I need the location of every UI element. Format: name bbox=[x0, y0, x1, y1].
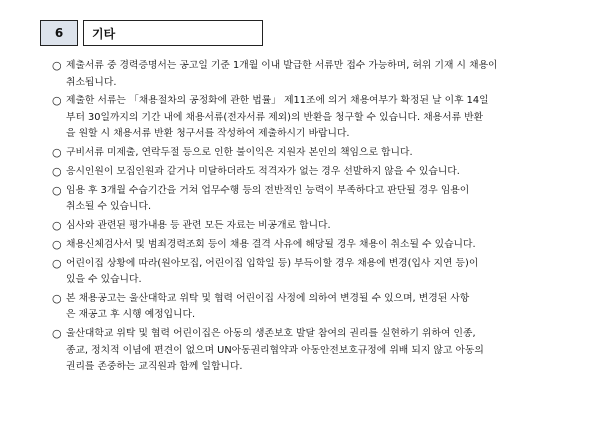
notice-text-line: 어린이집 상황에 따라(원아모집, 어린이집 입학일 등) 부득이할 경우 채용에 변경(입사 지연 등)이 bbox=[66, 257, 479, 269]
notice-item bbox=[52, 218, 557, 235]
notice-list bbox=[52, 58, 557, 378]
notice-text-line: 취소될 수 있습니다. bbox=[66, 201, 152, 213]
notice-text-line: 임용 후 3개월 수습기간을 거쳐 업무수행 등의 전반적인 능력이 부족하다고 판단될 경우 임용이 bbox=[66, 184, 470, 196]
notice-text bbox=[66, 145, 557, 162]
notice-item bbox=[52, 145, 557, 162]
notice-item bbox=[52, 164, 557, 181]
notice-item bbox=[52, 256, 557, 289]
notice-text bbox=[66, 237, 557, 254]
notice-text-line: 제출서류 중 경력증명서는 공고일 기준 1개월 이내 발급한 서류만 접수 가능하며, 허위 기재 시 채용이 bbox=[66, 60, 498, 71]
notice-text bbox=[66, 218, 557, 235]
notice-item bbox=[52, 291, 557, 324]
notice-text bbox=[66, 58, 557, 91]
notice-text-line: 구비서류 미제출, 연락두절 등으로 인한 불이익은 지원자 본인의 책임으로 합니다. bbox=[66, 147, 413, 159]
notice-text bbox=[66, 164, 557, 181]
notice-text-line: 제출한 서류는 「채용절차의 공정화에 관한 법률」 제11조에 의거 채용여부가 확정된 날 이후 14일 bbox=[66, 95, 489, 107]
notice-text-line: 종교, 정치적 이념에 편견이 없으며 UN아동권리협약과 아동안전보호규정에 위배 되지 않고 아동의 bbox=[66, 344, 484, 356]
notice-text-line: 취소됩니다. bbox=[66, 76, 117, 88]
circle-bullet-icon: ○ bbox=[52, 218, 62, 232]
section-header bbox=[40, 20, 263, 46]
notice-text bbox=[66, 93, 557, 143]
circle-bullet-icon: ○ bbox=[52, 59, 62, 72]
notice-text-line: 을 원할 시 채용서류 반환 청구서를 작성하여 제출하시기 바랍니다. bbox=[66, 128, 350, 140]
notice-item bbox=[52, 93, 557, 143]
circle-bullet-icon: ○ bbox=[52, 327, 62, 341]
notice-item bbox=[52, 237, 557, 254]
notice-text-line: 본 채용공고는 울산대학교 위탁 및 협력 어린이집 사정에 의하여 변경될 수 있으며, 변경된 사항 bbox=[66, 292, 470, 304]
circle-bullet-icon: ○ bbox=[52, 164, 62, 178]
notice-text bbox=[66, 291, 557, 324]
section-number: 6 bbox=[40, 20, 78, 46]
notice-text bbox=[66, 326, 557, 376]
notice-text-line: 채용신체검사서 및 범죄경력조회 등이 채용 결격 사유에 해당될 경우 채용이 취소될 수 있습니다. bbox=[66, 238, 476, 250]
circle-bullet-icon: ○ bbox=[52, 183, 62, 197]
notice-text-line: 심사와 관련된 평가내용 등 관련 모든 자료는 비공개로 합니다. bbox=[66, 219, 331, 231]
notice-text-line: 응시인원이 모집인원과 같거나 미달하더라도 적격자가 없는 경우 선발하지 않을 수 있습니다. bbox=[66, 165, 460, 177]
circle-bullet-icon: ○ bbox=[52, 291, 62, 305]
circle-bullet-icon: ○ bbox=[52, 94, 62, 108]
circle-bullet-icon: ○ bbox=[52, 146, 62, 160]
notice-text-line: 권리를 존중하는 교직원과 함께 일합니다. bbox=[66, 361, 243, 373]
notice-text-line: 있을 수 있습니다. bbox=[66, 274, 142, 286]
notice-item bbox=[52, 326, 557, 376]
notice-item bbox=[52, 58, 557, 91]
notice-text-line: 울산대학교 위탁 및 협력 어린이집은 아동의 생존보호 발달 참여의 권리를 실현하기 위하여 인종, bbox=[66, 328, 476, 340]
notice-text-line: 부터 30일까지의 기간 내에 채용서류(전자서류 제외)의 반환을 청구할 수 있습니다. 채용서류 반환 bbox=[66, 111, 484, 123]
notice-text bbox=[66, 256, 557, 289]
circle-bullet-icon: ○ bbox=[52, 256, 62, 270]
notice-text-line: 은 재공고 후 시행 예정입니다. bbox=[66, 309, 196, 321]
notice-text bbox=[66, 183, 557, 216]
notice-item bbox=[52, 183, 557, 216]
circle-bullet-icon: ○ bbox=[52, 237, 62, 251]
section-title: 기타 bbox=[83, 20, 263, 46]
